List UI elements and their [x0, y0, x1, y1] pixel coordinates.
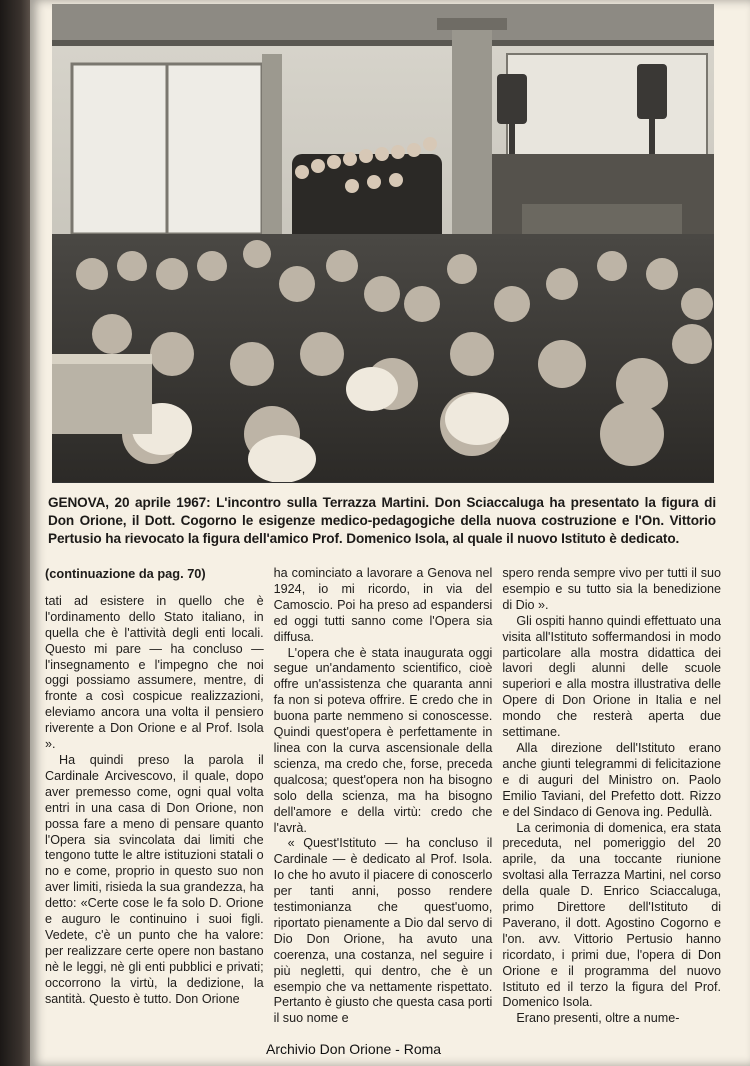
- article-column-3: [502, 566, 721, 1046]
- archive-watermark: Archivio Don Orione - Roma: [262, 1041, 445, 1057]
- article-columns: [45, 566, 721, 1046]
- paragraph: L'opera che è stata inaugurata oggi segue un'andamento scientifico, cioè offre un'assistenza che quaranta anni fa non si poteva offrire. E credo che in buona parte nemmeno si conoscesse. Quindi quest'opera è perfettamente in linea con la curva ascensionale della scienza, ma credo che, forse, preceda qualcosa; quest'opera non ha bisogno solo della scienza, ma ha bisogno dell'amore e della virtù: credo che l'avrà.: [273, 645, 493, 835]
- audience-photo-icon: [52, 4, 714, 482]
- article-column-2: [274, 566, 493, 1046]
- paragraph: ha cominciato a lavorare a Genova nel 1924, io mi ricordo, in via del Camoscio. Poi ha preso ad espandersi ed oggi tutti sanno come l'Opera sia diffusa.: [273, 566, 493, 644]
- paragraph: Ha quindi preso la parola il Cardinale Arcivescovo, il quale, dopo aver premesso come, ogni qual volta entri in una casa di Don Orione, non possa fare a meno di pensare quanto l'Opera sia svincolata dai limiti che tengono tutte le altre istituzioni statali o no e come, proprio in questo suo non aver limiti, risieda la sua grandezza, ha detto: «Certe cose le fa solo D. Orione e auguro le continuino i suoi figli. Vedete, c'è un punto che ha valore: per realizzare certe opere non bastano nè le leggi, nè gli enti pubblici e privati; occorrono la virtù, la dedizione, la santità. Questo è tutto. Don Orione: [45, 752, 264, 1006]
- paragraph: Gli ospiti hanno quindi effettuato una visita all'Istituto soffermandosi in modo particolare alla mostra didattica dei lavori degli alunni delle scuole superiori e alla mostra illustrativa delle Opere di Don Orione in Italia e nel mondo che resterà aperta due settimane.: [502, 613, 722, 740]
- caption-text: GENOVA, 20 aprile 1967: L'incontro sulla Terrazza Martini. Don Sciaccaluga ha presentato la figura di Don Orione, il Dott. Cogorno le esigenze medico-pedagogiche della nuova costruzione e l'On. Vittorio Pertusio ha rievocato la figura dell'amico Prof. Domenico Isola, al quale il nuovo Istituto è dedicato.: [48, 495, 716, 546]
- paragraph: spero renda sempre vivo per tutti il suo esempio e su tutto sia la benedizione di Dio ».: [502, 566, 722, 612]
- event-photo: [52, 4, 714, 483]
- paragraph: tati ad esistere in quello che è l'ordinamento dello Stato italiano, in quella che è l'attività degli enti locali. Questo mi pare — ha concluso — l'insegnamento e l'impegno che noi oggi possiamo assumere, mentre, di fronte a così cospicue realizzazioni, eleviamo ancora una volta il pensiero riverente a Don Orione e al Prof. Isola ».: [45, 593, 264, 752]
- magazine-page: [30, 0, 750, 1066]
- continuation-note: (continuazione da pag. 70): [45, 566, 206, 581]
- paragraph: Erano presenti, oltre a nume-: [516, 1011, 680, 1026]
- paragraph: « Quest'Istituto — ha concluso il Cardinale — è dedicato al Prof. Isola. Io che ho avuto il piacere di conoscerlo per tanti anni, posso rendere testimonianza che quest'uomo, riportato pienamente a Dio dal servo di Dio Don Orione, ha avuto una coerenza, una costanza, nel seguire i più negletti, qui dentro, che è un esempio che va nettamente rispettato. Pertanto è giusto che questa casa porti il suo nome e: [273, 836, 493, 1026]
- paragraph: Alla direzione dell'Istituto erano anche giunti telegrammi di felicitazione e di auguri del Ministro on. Paolo Emilio Taviani, del Prefetto dott. Rizzo e del Sindaco di Genova ing. Pedullà.: [502, 740, 722, 819]
- paragraph: La cerimonia di domenica, era stata preceduta, nel pomeriggio del 20 aprile, da una toccante riunione svoltasi alla Terrazza Martini, nel corso della quale D. Enrico Sciaccaluga, primo Direttore dell'Istituto di Paverano, il dott. Agostino Cogorno e l'on. avv. Vittorio Pertusio hanno ricordato, i primi due, l'opera di Don Orione e il programma del nuovo Istituto ed il terzo la figura del Prof. Domenico Isola.: [502, 820, 722, 1010]
- book-binding: [0, 0, 30, 1066]
- article-column-1: [45, 566, 264, 1046]
- photo-caption: [48, 494, 716, 548]
